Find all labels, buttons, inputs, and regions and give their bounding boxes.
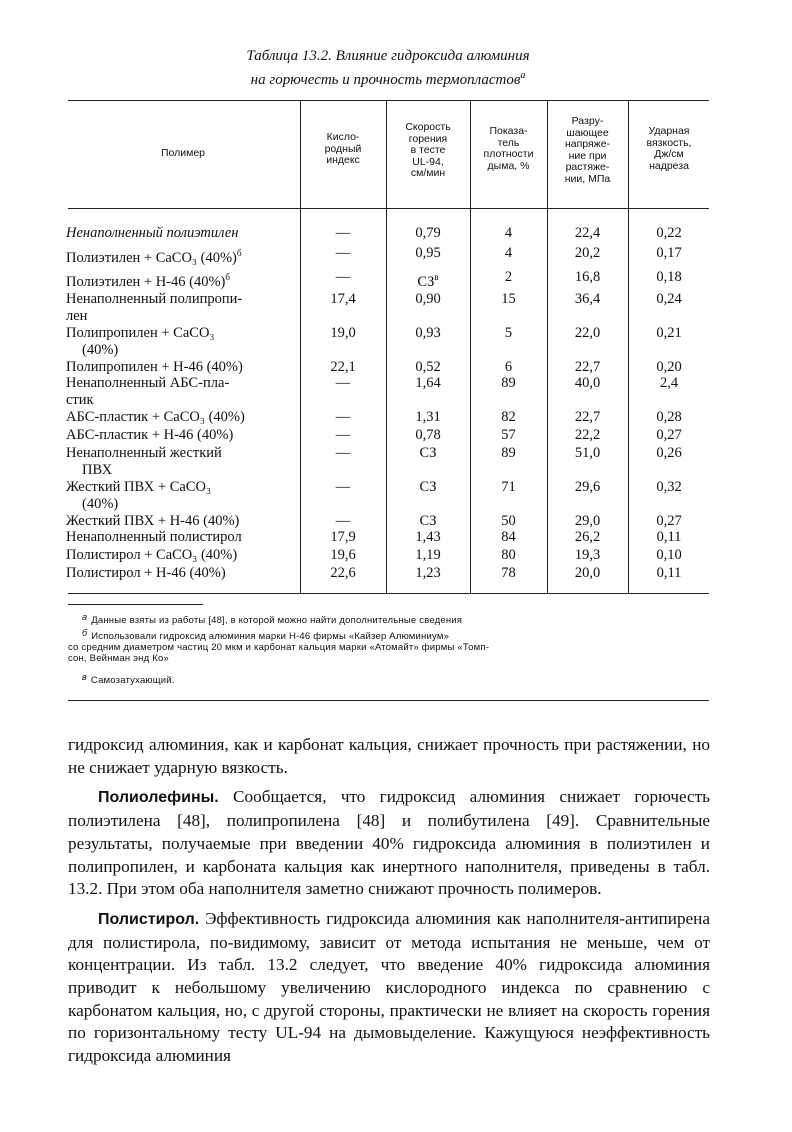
cell-polymer-line: Полиэтилен + Н-46 $(40\%)^б$ <box>66 272 230 290</box>
footnote-line: в Самозатухающий. <box>82 672 175 686</box>
cell-polymer-line: Жесткий ПВХ + Н-46 (40%) <box>66 513 240 529</box>
table-caption-line1: Таблица 13.2. Влияние гидроксида алюминия <box>246 48 530 64</box>
cell-impact: 0,26 <box>656 445 682 461</box>
footnote-mark: б <box>225 272 230 282</box>
column-header-line: плотности <box>483 148 534 160</box>
column-header-speed <box>386 122 470 180</box>
column-header-smoke <box>470 126 547 172</box>
body-text <box>68 734 710 1068</box>
cell-speed: 1,43 <box>415 529 441 545</box>
cell-oxygen: — <box>335 479 351 495</box>
cell-polymer-line: (40%) <box>82 342 119 358</box>
footnote <box>68 672 708 686</box>
cell-polymer-line: Ненаполненный АБС-пла- <box>66 375 230 391</box>
paragraph-polystyrene: Полистирол. Эффективность гидроксида алюминия как наполнителя-антипирена для полистирола, по-видимому, зависит от метода испытания не меньше, чем от концентрации. Из табл. 13.2 следует, что введение 40% гидроксида алюминия приводит к небольшому увеличению кислородного индекса по сравнению с карбонатом кальция, но, с другой стороны, практически не влияет на скорость горения по горизонтальному тесту UL-94 на дымовыделение. Кажущуюся неэффективность гидроксида алюминия <box>68 908 711 1066</box>
cell-polymer-line: Полиэтилен + CaCO₃ $(40\%)^б$ <box>66 248 242 266</box>
cell-impact: 0,32 <box>656 479 682 495</box>
cell-stress: 26,2 <box>574 529 601 545</box>
footnote-mark: б <box>236 248 242 258</box>
cell-impact: 0,20 <box>656 359 682 375</box>
column-header-line: в тесте <box>410 144 446 156</box>
cell-polymer-line: АБС-пластик + CaCO₃ (40%) <box>66 409 245 425</box>
cell-smoke: 57 <box>501 427 516 443</box>
table-bottom-rule <box>68 593 709 594</box>
cell-speed: 0,78 <box>415 427 441 443</box>
cell-oxygen: 17,9 <box>330 529 356 545</box>
cell-polymer <box>66 359 298 376</box>
cell-polymer-line: Полистирол + CaCO₃ (40%) <box>66 547 238 563</box>
cell-smoke: 4 <box>504 245 513 261</box>
cell-smoke: 6 <box>504 359 513 375</box>
footnote-line: сон, Вейнман энд Ко» <box>68 653 169 664</box>
cell-polymer-line: Ненаполненный полиэтилен <box>66 225 239 241</box>
footnote-line: а Данные взяты из работы [48], в которой можно найти дополнительные сведения <box>82 612 463 626</box>
cell-impact: 0,11 <box>656 565 682 581</box>
column-header-line: растяже- <box>565 161 610 173</box>
cell-polymer-line: Ненаполненный жесткий <box>66 445 222 461</box>
cell-oxygen: — <box>335 409 351 425</box>
column-header-line: нии, МПа <box>564 172 611 185</box>
cell-stress: 29,0 <box>574 513 601 529</box>
cell-smoke: 50 <box>501 513 516 529</box>
column-header-line: напряже- <box>564 138 611 150</box>
cell-polymer <box>66 529 298 546</box>
footnote-line: со средним диаметром частиц 20 мкм и карбонат кальция марки «Атомайт» фирмы «Томп- <box>68 642 490 653</box>
cell-smoke: 2 <box>504 269 513 285</box>
column-header-line: горения <box>408 132 448 145</box>
cell-polymer <box>66 547 298 564</box>
cell-impact: 0,17 <box>656 245 682 261</box>
column-header-line: вязкость, <box>646 136 692 149</box>
table-caption-line2: на горючесть и прочность термопластов$^а$ <box>250 70 526 88</box>
column-header-line: Разру- <box>571 115 604 127</box>
cell-impact: 0,28 <box>656 409 682 425</box>
cell-polymer-line: АБС-пластик + Н-46 (40%) <box>66 427 234 443</box>
column-header-line: дыма, % <box>487 159 530 172</box>
cell-impact: 0,22 <box>656 225 682 241</box>
cell-stress: 29,6 <box>574 479 601 495</box>
cell-smoke: 89 <box>501 375 516 391</box>
cell-impact: 0,27 <box>656 513 682 529</box>
column-header-line: Кисло- <box>326 131 360 143</box>
cell-stress: 40,0 <box>574 375 601 391</box>
cell-oxygen: — <box>335 245 351 261</box>
footnote-mark: а <box>82 612 88 622</box>
cell-speed: 1,19 <box>415 547 441 563</box>
cell-polymer <box>66 513 298 530</box>
paragraph: гидроксид алюминия, как и карбонат кальция, снижает прочность при растяжении, но не снижает ударную вязкость. <box>68 735 710 777</box>
cell-smoke: 15 <box>501 291 516 307</box>
cell-polymer-line: Полистирол + Н-46 (40%) <box>66 565 226 581</box>
cell-impact: 2,4 <box>659 375 679 391</box>
cell-polymer-line: (40%) <box>82 496 119 512</box>
cell-speed: 0,90 <box>415 291 441 307</box>
cell-impact: 0,11 <box>656 529 682 545</box>
column-header-line: шающее <box>566 126 609 139</box>
cell-speed: СЗ <box>419 479 437 495</box>
cell-stress: 20,2 <box>574 245 601 261</box>
cell-polymer <box>66 225 298 242</box>
cell-polymer <box>66 565 298 582</box>
column-header-line: тель <box>497 136 520 149</box>
cell-polymer-line: Ненаполненный полистирол <box>66 529 242 545</box>
cell-oxygen: 22,6 <box>330 565 356 581</box>
cell-polymer-line: Ненаполненный полипропи- <box>66 291 243 307</box>
cell-stress: 22,7 <box>574 359 601 375</box>
column-header-oxygen <box>300 132 386 167</box>
footnote <box>68 628 708 664</box>
cell-stress: 16,8 <box>574 269 601 285</box>
cell-oxygen: 19,0 <box>330 325 356 341</box>
cell-stress: 19,3 <box>574 547 601 563</box>
cell-oxygen: — <box>335 225 351 241</box>
cell-speed: 0,79 <box>415 225 441 241</box>
column-header-line: UL-94, <box>412 155 444 168</box>
cell-oxygen: — <box>335 269 351 285</box>
cell-speed: СЗ <box>419 513 437 529</box>
cell-oxygen: — <box>335 445 351 461</box>
footnote-rule <box>68 604 203 605</box>
cell-oxygen: 17,4 <box>330 291 356 307</box>
column-header-line: Показа- <box>489 125 528 137</box>
cell-impact: 0,18 <box>656 269 682 285</box>
cell-speed: 0,52 <box>415 359 441 375</box>
cell-speed: 0,93 <box>415 325 441 341</box>
cell-impact: 0,10 <box>656 547 682 563</box>
cell-polymer <box>66 445 298 479</box>
cell-speed: 1,64 <box>415 375 441 391</box>
table-top-rule <box>68 100 709 101</box>
cell-stress: 51,0 <box>574 445 601 461</box>
cell-oxygen: 22,1 <box>330 359 356 375</box>
section-rule <box>68 700 709 701</box>
cell-speed: $СЗ^в$ <box>417 272 439 290</box>
cell-smoke: 80 <box>501 547 516 563</box>
cell-speed: 1,23 <box>415 565 441 581</box>
cell-polymer <box>66 269 298 291</box>
cell-polymer-line: ПВХ <box>82 462 113 478</box>
column-header-stress <box>547 116 628 185</box>
column-header-line: индекс <box>326 154 360 166</box>
cell-polymer-line: Полипропилен + Н-46 (40%) <box>66 359 243 375</box>
cell-stress: 22,4 <box>574 225 601 241</box>
paragraph-polyolefins: Полиолефины. Сообщается, что гидроксид алюминия снижает горючесть полиэтилена [48], полипропилена [48] и полибутилена [49]. Сравнительные результаты, получаемые при введении 40% гидроксида алюминия в полиэтилен и полипропилен, и карбоната кальция как инертного наполнителя, приведены в табл. 13.2. При этом оба наполнителя заметно снижают прочность полимеров. <box>68 787 710 899</box>
cell-impact: 0,24 <box>656 291 682 307</box>
section-heading: Полистирол. <box>98 910 200 928</box>
column-header-line: надреза <box>649 159 689 172</box>
cell-polymer <box>66 479 298 513</box>
cell-smoke: 5 <box>504 325 513 341</box>
footnote-mark: в <box>82 672 87 682</box>
cell-polymer-line: стик <box>66 392 94 408</box>
column-header-impact <box>628 126 710 172</box>
cell-stress: 22,7 <box>574 409 601 425</box>
footnote <box>68 612 708 626</box>
cell-oxygen: — <box>335 427 351 443</box>
cell-smoke: 78 <box>501 565 516 581</box>
cell-polymer <box>66 427 298 444</box>
column-header-line: Скорость <box>405 121 451 133</box>
column-header-line: родный <box>324 142 362 155</box>
cell-stress: 22,2 <box>574 427 601 443</box>
column-header-line: ние при <box>568 149 607 162</box>
cell-polymer <box>66 325 298 359</box>
cell-smoke: 71 <box>501 479 516 495</box>
cell-polymer-line: Жесткий ПВХ + CaCO₃ <box>66 479 211 495</box>
cell-polymer <box>66 291 298 325</box>
column-header-line: Ударная <box>648 125 690 137</box>
cell-polymer <box>66 409 298 426</box>
cell-stress: 20,0 <box>574 565 601 581</box>
cell-polymer <box>66 245 298 267</box>
cell-polymer-line: Полипропилен + CaCO₃ <box>66 325 215 341</box>
column-header-line: Дж/см <box>654 148 684 160</box>
cell-speed: 1,31 <box>415 409 441 425</box>
cell-speed: СЗ <box>419 445 437 461</box>
cell-impact: 0,27 <box>656 427 682 443</box>
column-header-line: Полимер <box>160 147 206 159</box>
cell-smoke: 89 <box>501 445 516 461</box>
cell-smoke: 82 <box>501 409 516 425</box>
footnote-line: б Использовали гидроксид алюминия марки Н-46 фирмы «Кайзер Алюминиум» <box>82 628 450 642</box>
section-heading: Полиолефины. <box>98 789 219 807</box>
footnote-mark: б <box>82 628 88 638</box>
cell-smoke: 4 <box>504 225 513 241</box>
footnote-mark: в <box>434 272 439 282</box>
table-header-rule <box>68 208 709 209</box>
cell-oxygen: — <box>335 513 351 529</box>
cell-polymer-line: лен <box>66 308 88 324</box>
column-header-polymer <box>68 148 298 160</box>
cell-smoke: 84 <box>501 529 516 545</box>
cell-stress: 22,0 <box>574 325 601 341</box>
column-header-line: см/мин <box>410 167 446 179</box>
cell-oxygen: 19,6 <box>330 547 356 563</box>
cell-stress: 36,4 <box>574 291 601 307</box>
cell-oxygen: — <box>335 375 351 391</box>
cell-impact: 0,21 <box>656 325 682 341</box>
cell-speed: 0,95 <box>415 245 441 261</box>
cell-polymer <box>66 375 298 409</box>
footnote-mark: а <box>520 70 526 81</box>
table-caption <box>68 46 708 90</box>
